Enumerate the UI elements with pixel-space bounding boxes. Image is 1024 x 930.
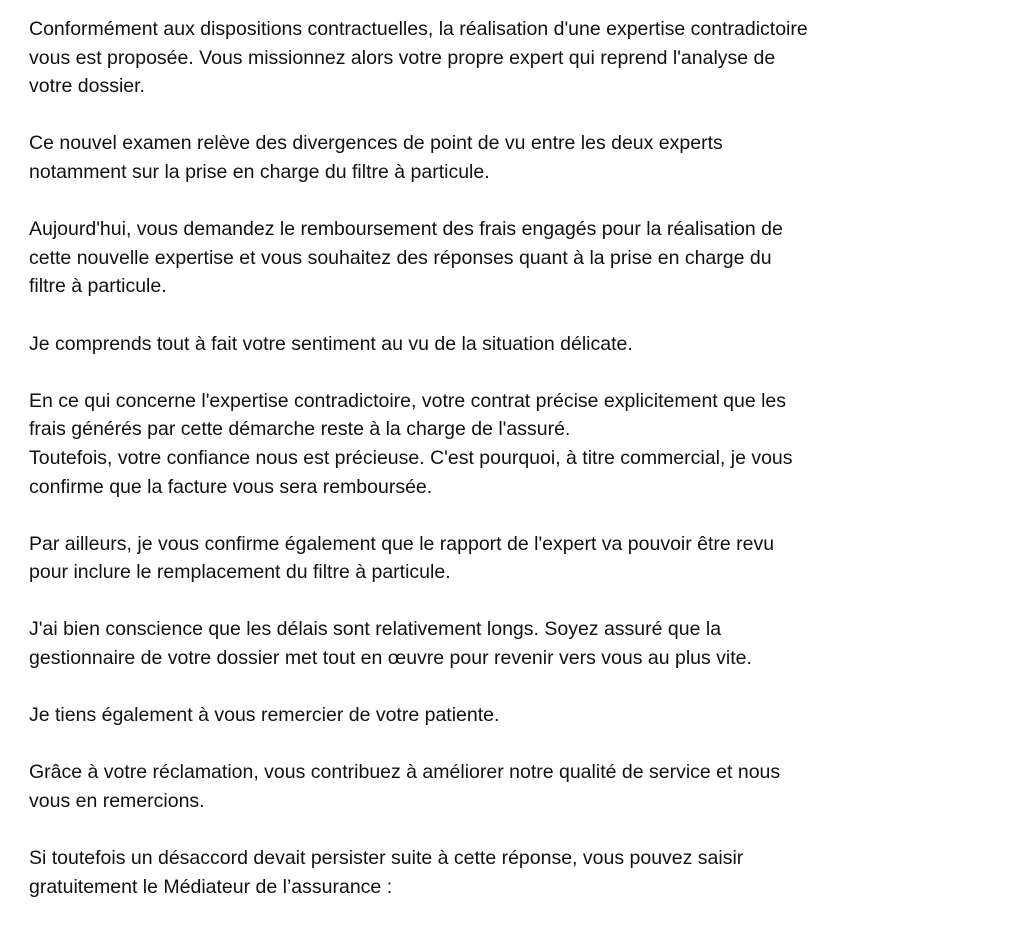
text-line: votre dossier. (29, 75, 145, 98)
text-line: notamment sur la prise en charge du filtre à particule. (29, 160, 490, 183)
text-line: Je comprends tout à fait votre sentiment au vu de la situation délicate. (29, 332, 633, 355)
text-line: frais générés par cette démarche reste à la charge de l'assuré. (29, 418, 571, 441)
text-line: Toutefois, votre confiance nous est précieuse. C'est pourquoi, à titre commercial, je vous (29, 446, 793, 469)
text-line: Si toutefois un désaccord devait persister suite à cette réponse, vous pouvez saisir (29, 847, 744, 870)
text-line: Je tiens également à vous remercier de votre patiente. (29, 704, 500, 727)
paragraph-expert-report (29, 530, 989, 587)
text-line: vous en remercions. (29, 790, 205, 813)
text-line: J'ai bien conscience que les délais sont relativement longs. Soyez assuré que la (29, 618, 722, 641)
text-line: Aujourd'hui, vous demandez le remboursement des frais engagés pour la réalisation de (29, 218, 783, 241)
paragraph-contract-terms (29, 387, 989, 501)
text-line: pour inclure le remplacement du filtre à particule. (29, 561, 451, 584)
paragraph-thanks-patience (29, 701, 989, 730)
paragraph-delays (29, 615, 989, 672)
text-line: gratuitement le Médiateur de l’assurance : (29, 875, 393, 898)
email-body (29, 15, 989, 930)
text-line: En ce qui concerne l'expertise contradictoire, votre contrat précise explicitement que les (29, 389, 787, 412)
paragraph-reimbursement-request (29, 215, 989, 301)
text-line: vous est proposée. Vous missionnez alors votre propre expert qui reprend l'analyse de (29, 46, 776, 69)
text-line: Conformément aux dispositions contractuelles, la réalisation d'une expertise contradictoire (29, 18, 808, 40)
text-line: Grâce à votre réclamation, vous contribuez à améliorer notre qualité de service et nous (29, 761, 781, 784)
text-line: confirme que la facture vous sera remboursée. (29, 475, 433, 498)
paragraph-divergences (29, 129, 989, 186)
paragraph-service-quality (29, 758, 989, 815)
text-line: Par ailleurs, je vous confirme également que le rapport de l'expert va pouvoir être revu (29, 532, 775, 555)
paragraph-expertise-proposal (29, 15, 989, 101)
text-line: Ce nouvel examen relève des divergences de point de vu entre les deux experts (29, 132, 723, 155)
paragraph-mediator (29, 844, 989, 901)
text-line: gestionnaire de votre dossier met tout en œuvre pour revenir vers vous au plus vite. (29, 647, 752, 670)
text-line: cette nouvelle expertise et vous souhaitez des réponses quant à la prise en charge du (29, 246, 772, 269)
paragraph-understanding (29, 330, 989, 359)
text-line: filtre à particule. (29, 275, 167, 298)
